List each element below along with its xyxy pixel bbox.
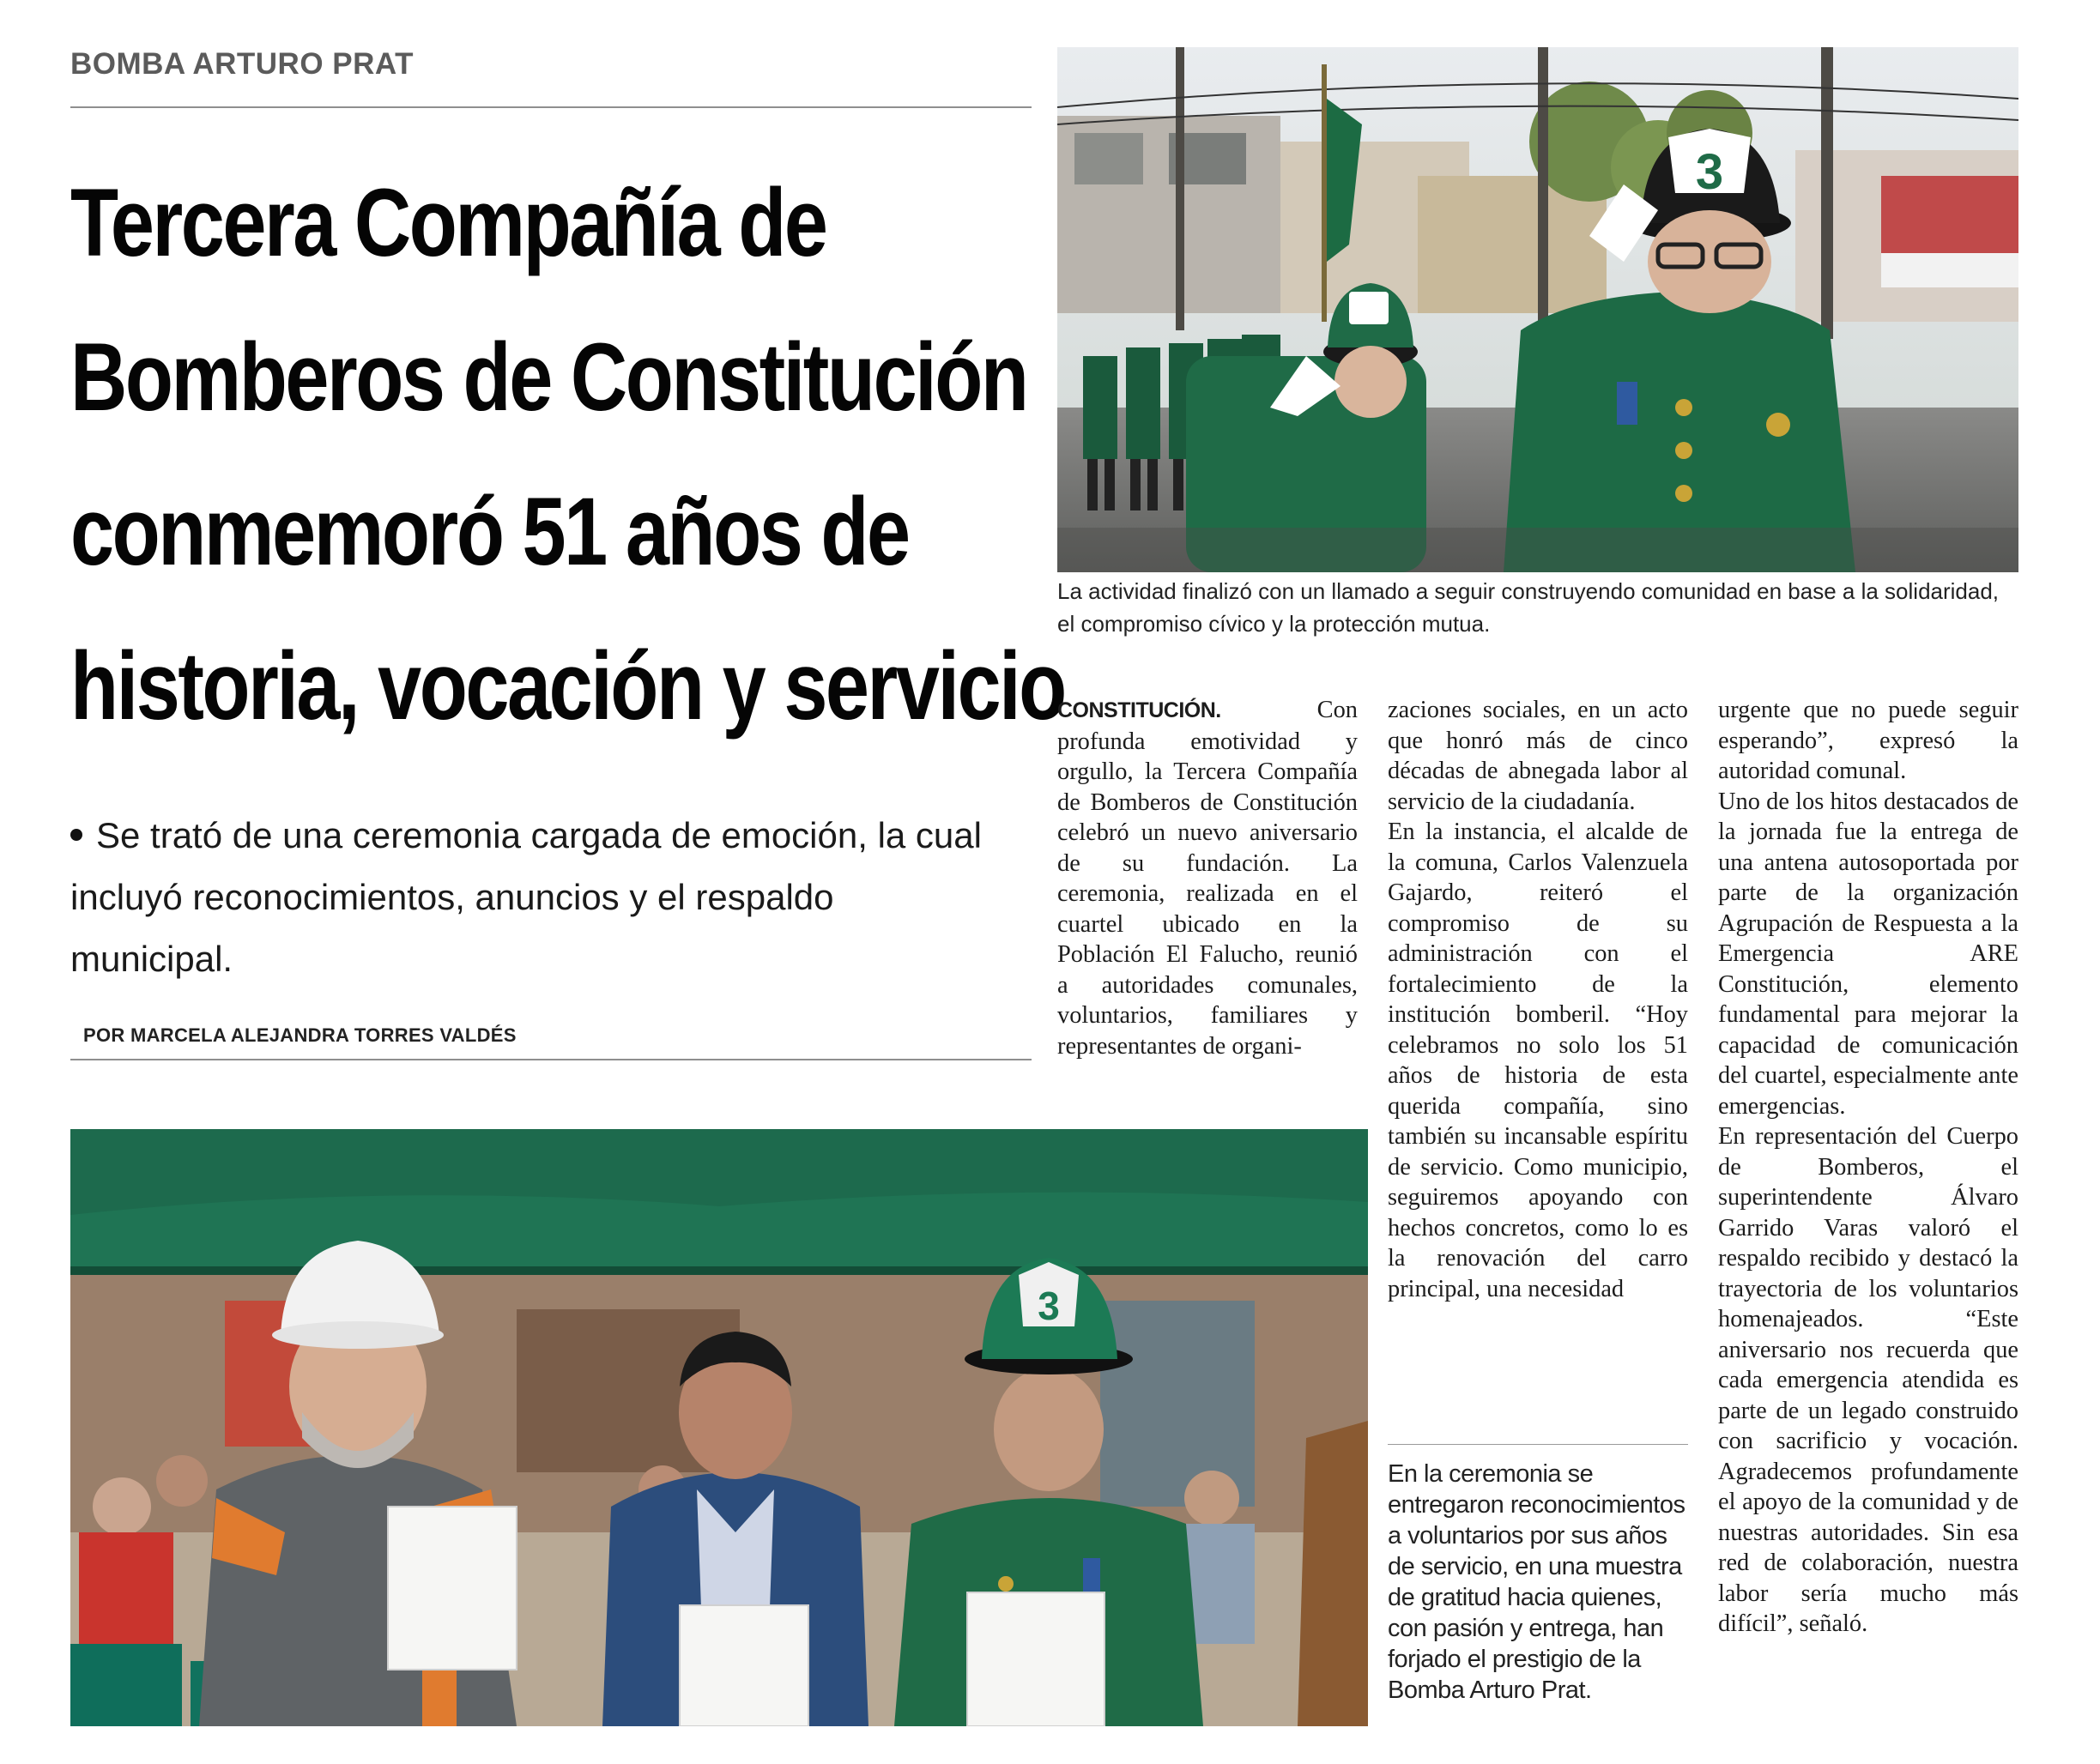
body-text: Con profunda emotividad y orgullo, la Tercera Compañía de Bomberos de Constitución celebró un nuevo aniversario de su fundación. La ceremonia, realizada en el cuartel ubicado en la Población El Falucho, reunió a autoridades comunales, voluntarios, familiares y representantes de organi- [1057, 697, 1358, 1060]
body-column-3 [1718, 695, 2018, 1640]
body-paragraph: En representación del Cuerpo de Bomberos, el superintendente Álvaro Garrido Varas valoró el respaldo recibido y destacó la trayectoria de los voluntarios homenajeados. “Este aniversario nos recuerda que cada emergencia atendida es parte de un legado construido con sacrificio y vocación. Agradecemos profundamente el apoyo de la comunidad y de nuestras autoridades. Sin esa red de colaboración, nuestra labor sería mucho más difícil”, señaló. [1718, 1123, 2018, 1637]
body-paragraph: urgente que no puede seguir esperando”, expresó la autoridad comunal. [1718, 697, 2018, 784]
byline-rule [70, 1059, 1032, 1060]
photo-ceremony-caption: En la ceremonia se entregaron reconocimientos a voluntarios por sus años de servicio, en una muestra de gratitud hacia quienes, con pasión y entrega, han forjado el prestigio de la Bomba Arturo Prat. [1388, 1460, 1685, 1704]
dateline: CONSTITUCIÓN. [1057, 698, 1221, 722]
body-paragraph: En la instancia, el alcalde de la comuna, Carlos Valenzuela Gajardo, reiteró el compromiso de su administración con el fortalecimiento de la institución bomberil. “Hoy celebramos no solo los 51 años de historia de esta querida compañía, sino también su incansable espíritu de servicio. Como municipio, seguiremos apoyando con hechos concretos, como lo es la renovación del carro principal, una necesidad [1388, 819, 1688, 1302]
headline-line-3: conmemoró 51 años de [70, 478, 909, 585]
body-paragraph: Uno de los hitos destacados de la jornada fue la entrega de una antena autosoportada por parte de la organización Agrupación de Respuesta a la Emergencia ARE Constitución, elemento fundamental para mejorar la capacidad de comunicación del cuartel, especialmente ante emergencias. [1718, 788, 2018, 1120]
body-paragraph: zaciones sociales, en un acto que honró más de cinco décadas de abnegada labor al servicio de la ciudadanía. [1388, 697, 1688, 815]
photo-ceremony [70, 1129, 1368, 1726]
ceremony-helmet-number: 3 [1038, 1284, 1060, 1328]
helmet-number: 3 [1695, 144, 1724, 200]
body-column-1 [1057, 695, 1358, 1061]
photo-parade-caption: La actividad finalizó con un llamado a seguir construyendo comunidad en base a la solidaridad, el compromiso cívico y la protección mutua. [1057, 578, 2000, 637]
photo-parade [1057, 47, 2018, 572]
body-paragraph [1057, 695, 1358, 1061]
body-column-2 [1388, 695, 1688, 1304]
summary-text: Se trató de una ceremonia cargada de emoción, la cual incluyó reconocimientos, anuncios y el respaldo municipal. [70, 815, 982, 979]
headline [70, 146, 1065, 764]
caption-rule [1388, 1444, 1688, 1445]
headline-line-4: historia, vocación y servicio [70, 632, 1065, 740]
headline-line-2: Bomberos de Constitución [70, 323, 1027, 431]
section-label: BOMBA ARTURO PRAT [70, 47, 414, 81]
headline-line-1: Tercera Compañía de [70, 169, 826, 276]
parade-photo-illustration [1057, 47, 2018, 572]
byline: POR MARCELA ALEJANDRA TORRES VALDÉS [83, 1024, 517, 1046]
summary [70, 805, 1006, 990]
ceremony-photo-illustration [70, 1129, 1368, 1726]
bullet-icon [70, 829, 82, 841]
section-rule [70, 106, 1032, 108]
